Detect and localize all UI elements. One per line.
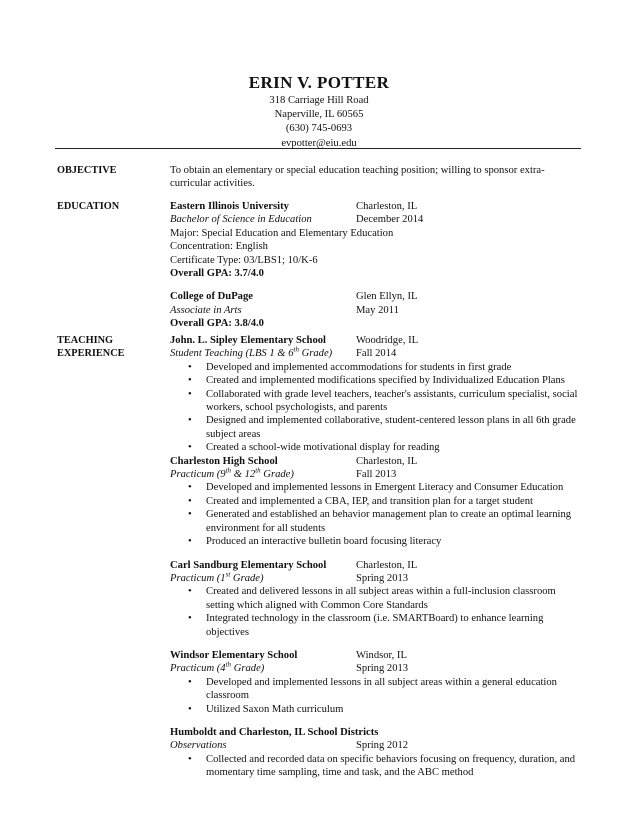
experience-label	[57, 334, 162, 361]
job-role-text: Grade)	[231, 663, 265, 675]
list-item: • Developed and implemented lessons in Emergent Literacy and Consumer Education	[170, 481, 585, 494]
job-role-row	[170, 662, 585, 675]
resume-header	[0, 72, 638, 151]
job-school: Windsor Elementary School	[170, 649, 298, 661]
job-location: Woodridge, IL	[356, 335, 419, 346]
list-item: • Created and implemented modifications specified by Individualized Education Plans	[170, 374, 585, 387]
job-date: Spring 2013	[356, 572, 409, 584]
spacer	[170, 549, 585, 559]
header-divider	[55, 148, 581, 149]
address-line-1: 318 Carriage Hill Road	[269, 95, 369, 106]
job-role-sup: th	[225, 466, 232, 475]
list-item: • Utilized Saxon Math curriculum	[170, 703, 585, 716]
job-bullets	[170, 585, 585, 639]
job-school: John. L. Sipley Elementary School	[170, 335, 326, 346]
spacer	[170, 716, 585, 726]
email-address: evpotter@eiu.edu	[281, 137, 357, 149]
job-role-text: Practicum (9	[170, 469, 226, 481]
job-role-sup: th	[225, 660, 232, 669]
job-header	[170, 334, 585, 347]
job-header	[170, 649, 585, 662]
objective-label: OBJECTIVE	[57, 165, 117, 176]
experience-label-line-1: TEACHING	[57, 335, 114, 346]
job-role-text: Practicum (1	[170, 572, 226, 584]
job-role	[170, 662, 356, 675]
job-school: Charleston High School	[170, 455, 278, 467]
job-bullets	[170, 676, 585, 716]
job-role-row	[170, 572, 585, 585]
gpa: Overall GPA: 3.8/4.0	[170, 318, 264, 330]
education-detail: Major: Special Education and Elementary Education	[170, 227, 394, 239]
education-detail: Certificate Type: 03/LBS1; 10/K-6	[170, 254, 318, 266]
list-item: • Developed and implemented accommodations for students in first grade	[170, 361, 585, 374]
school-location: Charleston, IL	[356, 201, 418, 212]
candidate-name: ERIN V. POTTER	[248, 73, 390, 92]
phone-number: (630) 745-0693	[285, 123, 353, 135]
list-item: • Created and delivered lessons in all subject areas within a full-inclusion classroom setting which aligned with Common Core Standards	[170, 585, 585, 612]
job-role-text: Grade)	[230, 572, 264, 584]
job-header	[170, 726, 585, 739]
school-location: Glen Ellyn, IL	[356, 291, 418, 303]
job-school: Carl Sandburg Elementary School	[170, 559, 327, 571]
school-name: Eastern Illinois University	[170, 201, 289, 212]
job-bullets	[170, 481, 585, 548]
degree-name: Associate in Arts	[170, 304, 242, 316]
list-item: • Generated and established an behavior management plan to create an optimal learning environment for all students	[170, 508, 585, 535]
spacer	[170, 639, 585, 649]
objective-text: To obtain an elementary or special education teaching position; willing to sponsor extra-curricular activities.	[170, 165, 545, 190]
list-item: • Designed and implemented collaborative, student-centered lesson plans in all 6th grade subject areas	[170, 414, 585, 441]
degree-name: Bachelor of Science in Education	[170, 214, 312, 226]
job-date: Fall 2013	[356, 469, 397, 481]
job-role-text: Grade)	[260, 469, 294, 481]
job-role-row	[170, 468, 585, 481]
degree-date: December 2014	[356, 214, 424, 226]
education-detail: Concentration: English	[170, 241, 268, 253]
gpa: Overall GPA: 3.7/4.0	[170, 268, 264, 280]
job-role-text: Practicum (4	[170, 663, 226, 675]
school-header	[170, 200, 585, 213]
education-label: EDUCATION	[57, 201, 120, 212]
list-item: • Developed and implemented lessons in all subject areas within a general education classroom	[170, 676, 585, 703]
job-location: Charleston, IL	[356, 455, 418, 467]
job-role-sup: st	[225, 570, 231, 579]
list-item: • Integrated technology in the classroom (i.e. SMARTBoard) to enhance learning objectives	[170, 612, 585, 639]
experience-label-line-2: EXPERIENCE	[57, 348, 125, 360]
education-body	[170, 200, 585, 331]
job-role-row	[170, 739, 585, 752]
job-bullets	[170, 361, 585, 455]
job-date: Spring 2012	[356, 740, 409, 752]
degree-date: May 2011	[356, 304, 399, 316]
job-bullets	[170, 753, 585, 780]
list-item: • Collected and recorded data on specific behaviors focusing on frequency, duration, and momentary time sampling, time and task, and the ABC method	[170, 753, 585, 780]
experience-body	[170, 334, 585, 780]
spacer	[170, 280, 585, 290]
degree-row	[170, 304, 585, 317]
job-role-text: & 12	[231, 469, 256, 481]
list-item: • Produced an interactive bulletin board focusing literacy	[170, 535, 585, 548]
job-role	[170, 347, 356, 360]
job-role	[170, 572, 356, 585]
job-header	[170, 559, 585, 572]
job-location: Windsor, IL	[356, 649, 407, 661]
school-header	[170, 290, 585, 303]
address-line-2: Naperville, IL 60565	[274, 109, 364, 121]
school-name: College of DuPage	[170, 291, 253, 303]
job-school: Humboldt and Charleston, IL School Districts	[170, 726, 379, 738]
job-role-text: Student Teaching (LBS 1 & 6	[170, 348, 294, 360]
job-date: Spring 2013	[356, 663, 409, 675]
job-role	[170, 468, 356, 481]
list-item: • Created a school-wide motivational display for reading	[170, 441, 585, 454]
list-item: • Collaborated with grade level teachers, teacher's assistants, curriculum specialist, social workers, school psychologists, and parents	[170, 388, 585, 415]
job-location: Charleston, IL	[356, 559, 418, 571]
job-role-text: Grade)	[298, 348, 333, 360]
job-role-sup: th	[255, 466, 261, 475]
list-item: • Created and implemented a CBA, IEP, and transition plan for a target student	[170, 495, 585, 508]
job-role: Observations	[170, 740, 227, 752]
job-role-row	[170, 347, 585, 360]
job-location	[356, 726, 585, 739]
job-role-sup: th	[293, 345, 299, 354]
degree-row	[170, 213, 585, 226]
job-date: Fall 2014	[356, 348, 397, 360]
job-header	[170, 455, 585, 468]
